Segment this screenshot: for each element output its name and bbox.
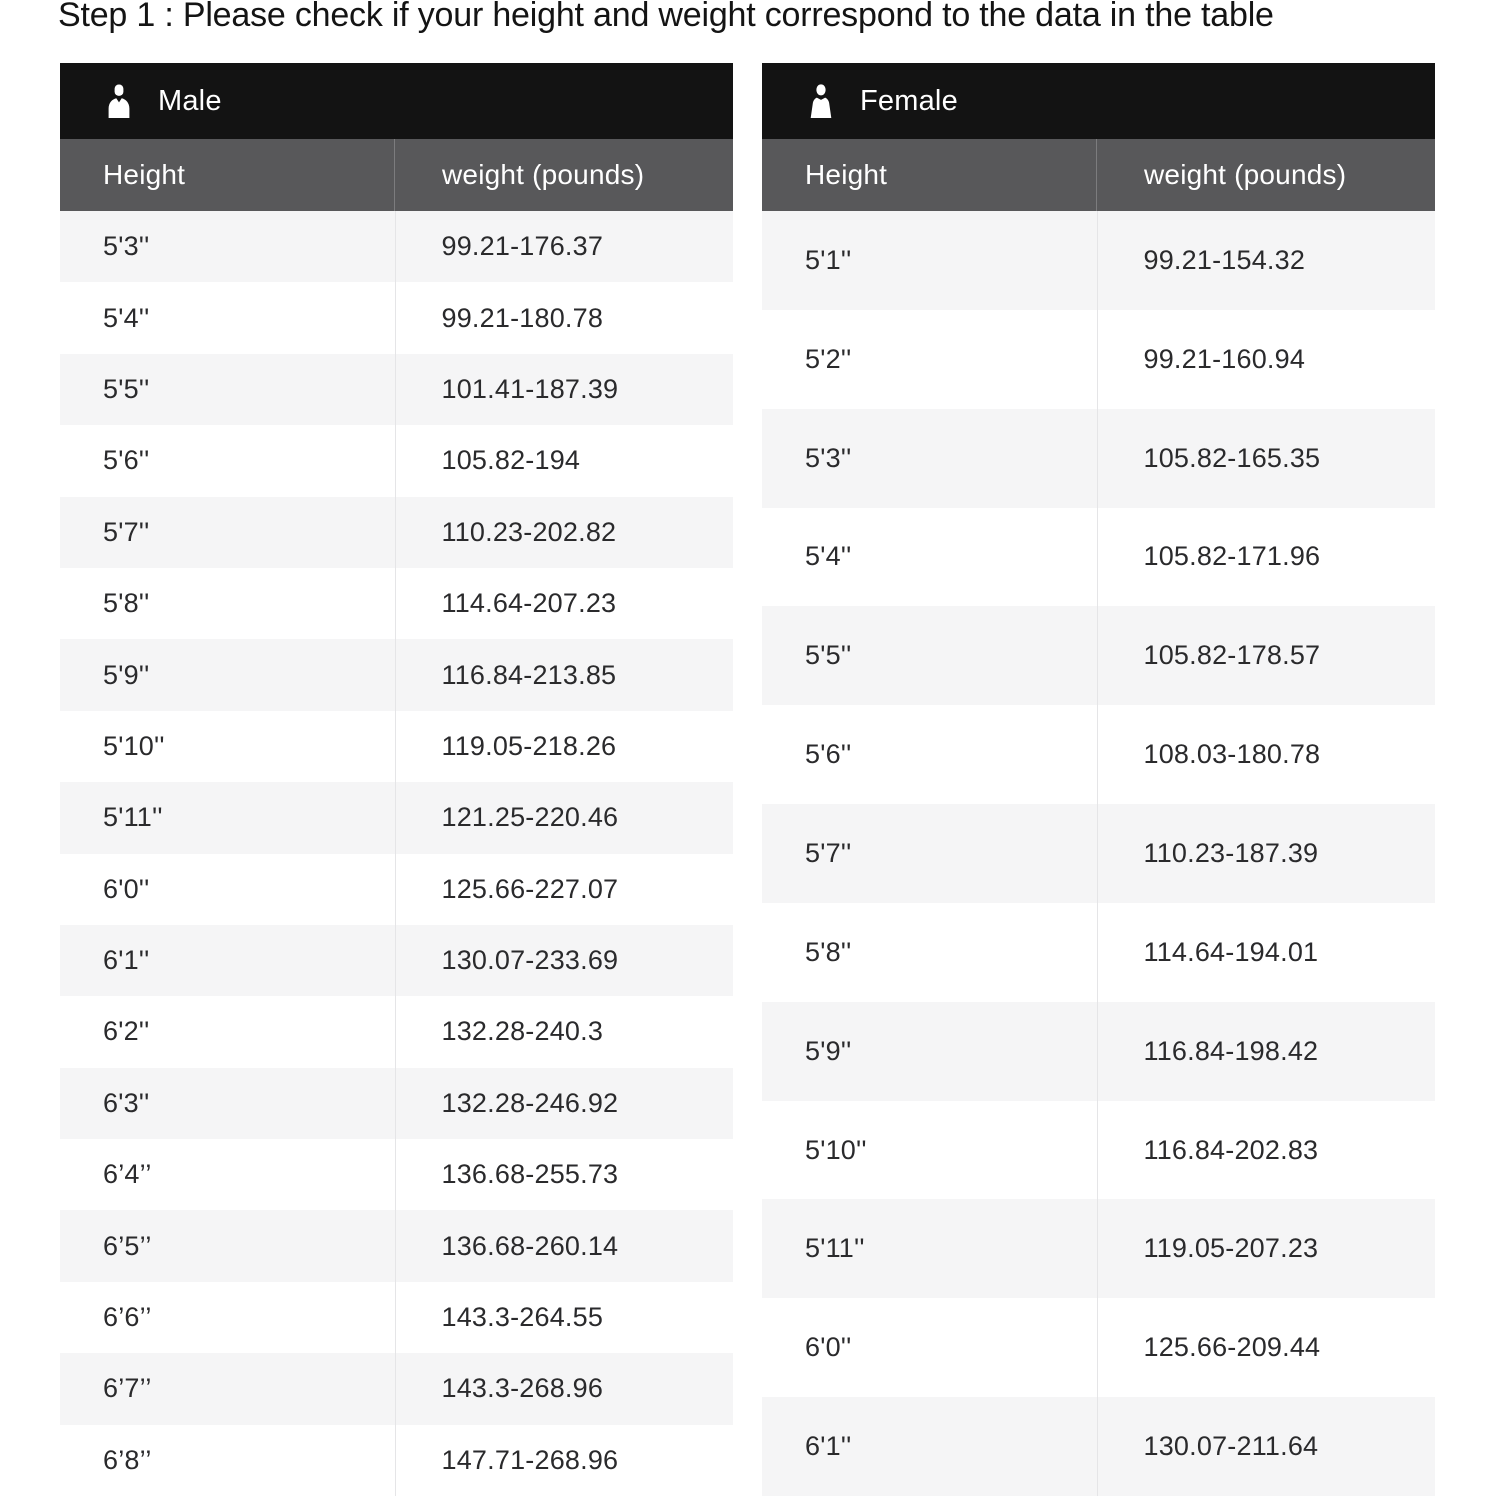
weight-cell: 99.21-176.37 xyxy=(395,211,734,282)
table-row xyxy=(60,1210,733,1281)
height-cell: 5'11'' xyxy=(103,802,163,833)
female-table-title: Female xyxy=(860,84,958,117)
weight-cell: 130.07-211.64 xyxy=(1097,1397,1436,1496)
height-cell: 5'4'' xyxy=(805,541,852,572)
weight-cell: 121.25-220.46 xyxy=(395,782,734,853)
table-row xyxy=(60,497,733,568)
male-size-table xyxy=(60,63,733,1496)
table-row xyxy=(762,705,1435,804)
height-cell: 6'2'' xyxy=(103,1016,150,1047)
table-row xyxy=(60,996,733,1067)
height-cell: 5'8'' xyxy=(103,588,150,619)
weight-cell: 143.3-268.96 xyxy=(395,1353,734,1424)
female-column-headers xyxy=(762,139,1435,211)
weight-cell: 105.82-165.35 xyxy=(1097,409,1436,508)
weight-cell: 136.68-260.14 xyxy=(395,1210,734,1281)
weight-cell: 114.64-207.23 xyxy=(395,568,734,639)
table-row xyxy=(762,1002,1435,1101)
male-height-column-header: Height xyxy=(103,159,186,190)
male-person-icon xyxy=(106,84,132,118)
table-row xyxy=(60,782,733,853)
height-cell: 5'4'' xyxy=(103,302,150,333)
table-row xyxy=(60,354,733,425)
height-cell: 6'0'' xyxy=(805,1332,852,1363)
weight-cell: 136.68-255.73 xyxy=(395,1139,734,1210)
height-cell: 5'10'' xyxy=(103,730,165,761)
height-cell: 5'3'' xyxy=(805,442,852,473)
table-row xyxy=(60,639,733,710)
height-cell: 5'9'' xyxy=(103,659,150,690)
weight-cell: 110.23-187.39 xyxy=(1097,804,1436,903)
height-cell: 5'9'' xyxy=(805,1035,852,1066)
height-cell: 5'6'' xyxy=(805,739,852,770)
weight-cell: 105.82-194 xyxy=(395,425,734,496)
weight-cell: 116.84-198.42 xyxy=(1097,1002,1436,1101)
height-cell: 5'7'' xyxy=(103,516,150,547)
table-row xyxy=(60,1282,733,1353)
height-cell: 6'0'' xyxy=(103,873,150,904)
weight-cell: 119.05-207.23 xyxy=(1097,1199,1436,1298)
female-height-column-header: Height xyxy=(805,159,888,190)
weight-cell: 132.28-246.92 xyxy=(395,1068,734,1139)
height-cell: 5'8'' xyxy=(805,936,852,967)
table-row xyxy=(60,711,733,782)
weight-cell: 99.21-154.32 xyxy=(1097,211,1436,310)
height-cell: 5'11'' xyxy=(805,1233,865,1264)
table-row xyxy=(762,606,1435,705)
table-row xyxy=(762,804,1435,903)
weight-cell: 114.64-194.01 xyxy=(1097,903,1436,1002)
height-cell: 6'1'' xyxy=(805,1431,852,1462)
height-cell: 5'5'' xyxy=(103,373,150,404)
weight-cell: 130.07-233.69 xyxy=(395,925,734,996)
table-row xyxy=(762,1397,1435,1496)
weight-cell: 99.21-160.94 xyxy=(1097,310,1436,409)
weight-cell: 125.66-227.07 xyxy=(395,854,734,925)
height-cell: 6'1'' xyxy=(103,945,150,976)
height-cell: 6’7’’ xyxy=(103,1373,152,1404)
table-row xyxy=(60,425,733,496)
table-row xyxy=(762,903,1435,1002)
male-table-header xyxy=(60,63,733,139)
male-table-title: Male xyxy=(158,84,222,117)
height-cell: 6’8’’ xyxy=(103,1444,152,1475)
table-row xyxy=(60,925,733,996)
height-cell: 5'10'' xyxy=(805,1134,867,1165)
height-cell: 6’4’’ xyxy=(103,1159,152,1190)
height-cell: 5'5'' xyxy=(805,640,852,671)
height-cell: 6’5’’ xyxy=(103,1230,152,1261)
weight-cell: 108.03-180.78 xyxy=(1097,705,1436,804)
table-row xyxy=(60,1139,733,1210)
height-cell: 5'3'' xyxy=(103,231,150,262)
female-table-header xyxy=(762,63,1435,139)
male-table-body xyxy=(60,211,733,1496)
weight-cell: 116.84-213.85 xyxy=(395,639,734,710)
height-cell: 6’6’’ xyxy=(103,1302,152,1333)
table-row xyxy=(60,1425,733,1496)
weight-cell: 105.82-171.96 xyxy=(1097,508,1436,607)
weight-cell: 143.3-264.55 xyxy=(395,1282,734,1353)
table-row xyxy=(762,211,1435,310)
table-row xyxy=(60,854,733,925)
female-size-table xyxy=(762,63,1435,1496)
female-person-icon xyxy=(808,84,834,118)
weight-cell: 147.71-268.96 xyxy=(395,1425,734,1496)
male-column-headers xyxy=(60,139,733,211)
height-cell: 5'6'' xyxy=(103,445,150,476)
page-title: Step 1 : Please check if your height and weight correspond to the data in the table xyxy=(58,0,1274,34)
tables-container xyxy=(60,63,1435,1496)
table-row xyxy=(762,310,1435,409)
table-row xyxy=(60,211,733,282)
table-row xyxy=(762,1298,1435,1397)
table-row xyxy=(762,409,1435,508)
weight-cell: 110.23-202.82 xyxy=(395,497,734,568)
table-row xyxy=(60,1353,733,1424)
height-cell: 6'3'' xyxy=(103,1087,150,1118)
table-row xyxy=(762,1199,1435,1298)
height-cell: 5'2'' xyxy=(805,343,852,374)
height-cell: 5'7'' xyxy=(805,837,852,868)
table-row xyxy=(60,568,733,639)
male-weight-column-header: weight (pounds) xyxy=(394,139,733,211)
weight-cell: 132.28-240.3 xyxy=(395,996,734,1067)
height-cell: 5'1'' xyxy=(805,244,852,275)
table-row xyxy=(60,282,733,353)
weight-cell: 99.21-180.78 xyxy=(395,282,734,353)
table-row xyxy=(762,1101,1435,1200)
female-weight-column-header: weight (pounds) xyxy=(1096,139,1435,211)
weight-cell: 116.84-202.83 xyxy=(1097,1101,1436,1200)
weight-cell: 105.82-178.57 xyxy=(1097,606,1436,705)
table-row xyxy=(60,1068,733,1139)
weight-cell: 101.41-187.39 xyxy=(395,354,734,425)
table-row xyxy=(762,508,1435,607)
weight-cell: 125.66-209.44 xyxy=(1097,1298,1436,1397)
weight-cell: 119.05-218.26 xyxy=(395,711,734,782)
female-table-body xyxy=(762,211,1435,1496)
